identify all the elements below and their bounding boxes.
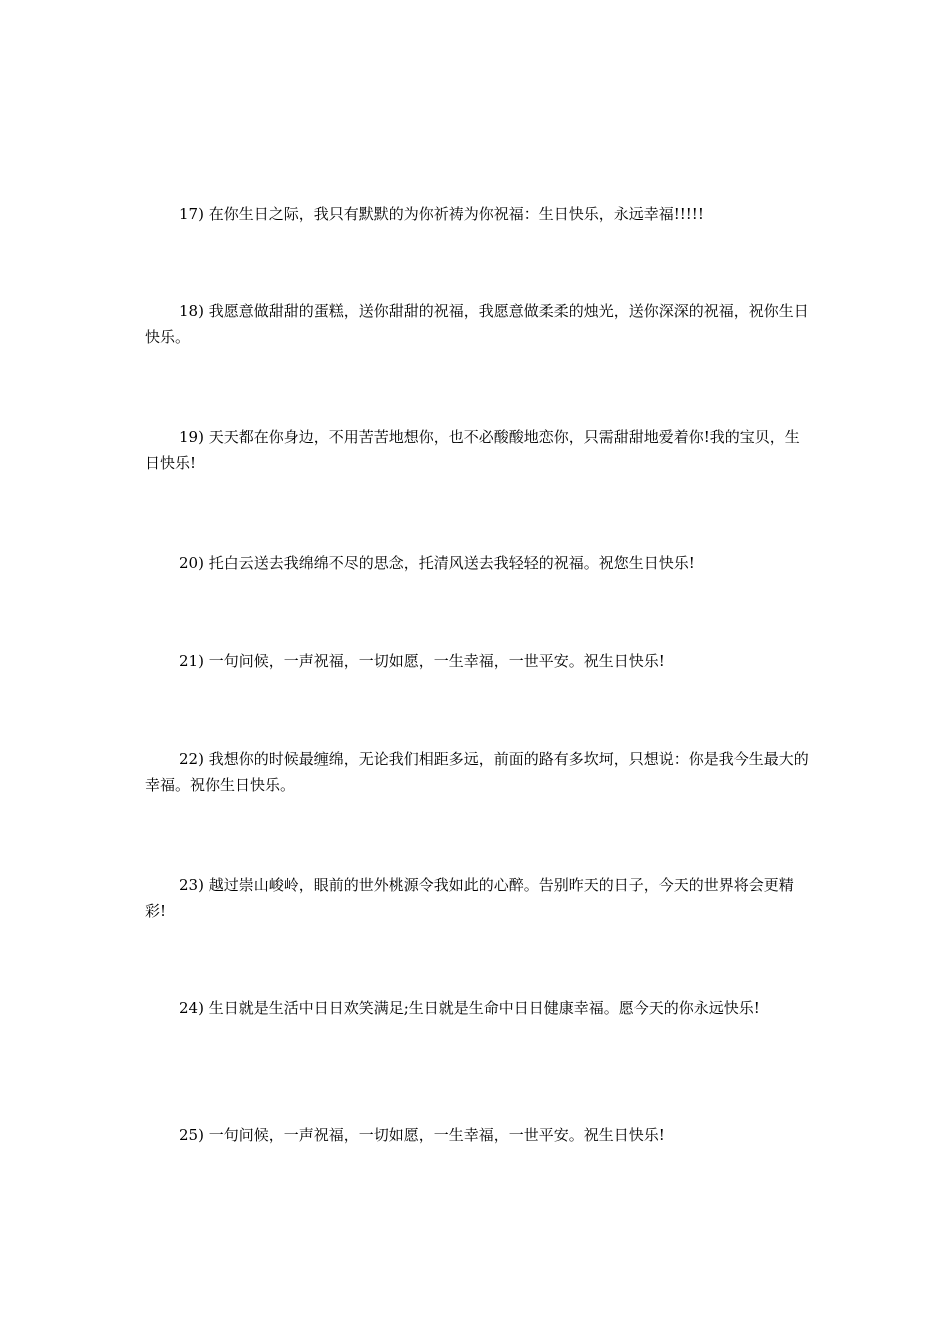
- paragraph-20: 20) 托白云送去我绵绵不尽的思念，托清风送去我轻轻的祝福。祝您生日快乐!: [179, 554, 695, 572]
- paragraph-21: 21) 一句问候，一声祝福，一切如愿，一生幸福，一世平安。祝生日快乐!: [179, 652, 665, 670]
- paragraph-24: 24) 生日就是生活中日日欢笑满足;生日就是生命中日日健康幸福。愿今天的你永远快乐!: [179, 999, 760, 1017]
- paragraph-22: 22) 我想你的时候最缠绵，无论我们相距多远，前面的路有多坎坷，只想说：你是我今生最大的幸福。祝你生日快乐。: [145, 750, 809, 794]
- paragraph-19: 19) 天天都在你身边，不用苦苦地想你，也不必酸酸地恋你，只需甜甜地爱着你!我的宝贝，生日快乐!: [145, 428, 800, 472]
- paragraph-25: 25) 一句问候，一声祝福，一切如愿，一生幸福，一世平安。祝生日快乐!: [179, 1126, 665, 1144]
- paragraph-23: 23) 越过崇山峻岭，眼前的世外桃源令我如此的心醉。告别昨天的日子，今天的世界将会更精彩!: [145, 876, 794, 920]
- paragraph-17: 17) 在你生日之际，我只有默默的为你祈祷为你祝福：生日快乐，永远幸福!!!!!: [179, 205, 704, 223]
- paragraph-18: 18) 我愿意做甜甜的蛋糕，送你甜甜的祝福，我愿意做柔柔的烛光，送你深深的祝福，祝你生日快乐。: [145, 302, 809, 346]
